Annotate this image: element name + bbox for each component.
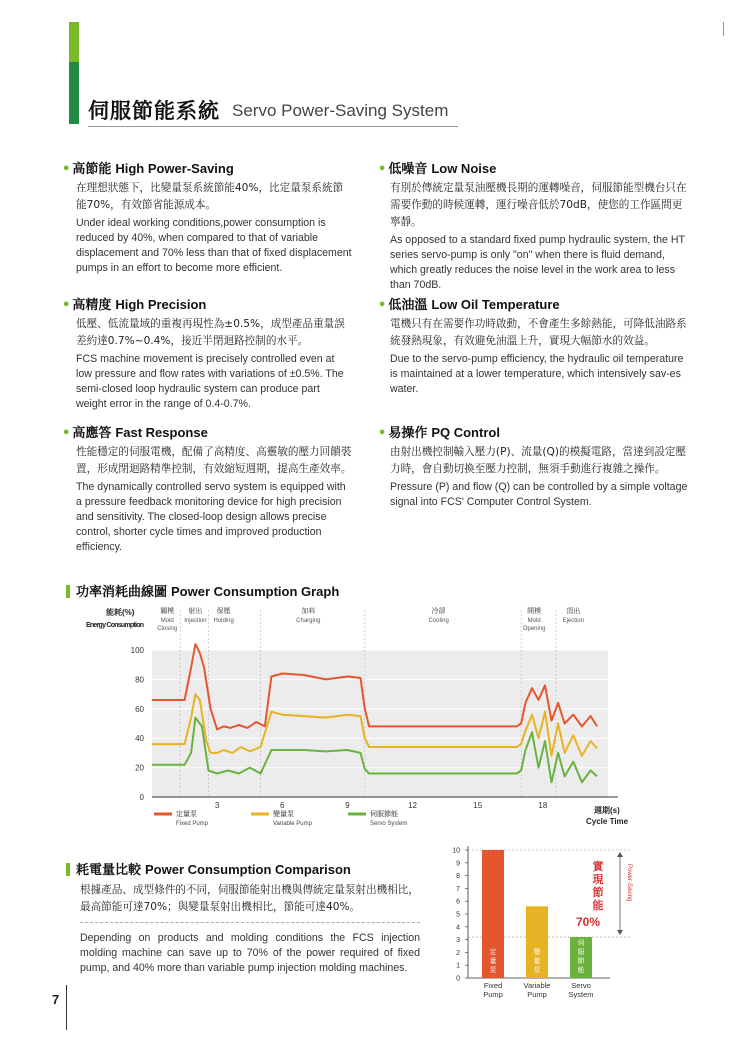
heading-en: Low Noise <box>431 161 497 176</box>
y-tick-label: 7 <box>456 885 460 893</box>
heading-bar <box>66 585 70 598</box>
bar-inner-label: 節 <box>577 958 585 965</box>
phase-label-en: Ejection <box>562 618 584 624</box>
x-tick-label: 18 <box>538 801 548 810</box>
section-heading <box>62 296 352 315</box>
section-low-noise <box>378 160 688 293</box>
y-tick-label: 1 <box>456 962 460 970</box>
body-zh: 在理想狀態下，比變量泵系統節能40%，比定量泵系統節能70%，有效節省能源成本。 <box>76 182 344 211</box>
legend-label-en: Fixed Pump <box>176 821 209 827</box>
y-tick-label: 8 <box>456 873 460 881</box>
heading-en: PQ Control <box>431 425 500 440</box>
bar-inner-label: 變 <box>533 949 541 956</box>
heading-bar <box>66 863 70 876</box>
page-subtitle: Servo Power-Saving System <box>232 101 449 120</box>
category-label: Servo <box>571 981 591 990</box>
phase-label-en: Charging <box>296 618 321 624</box>
comparison-heading <box>66 859 351 878</box>
phase-label-zh: 開模 <box>527 608 542 615</box>
body-en: Under ideal working conditions,power consumption is reduced by 40%, when compared to that of variable displacement and 70% less than that of fixed displacement pumps in an effort to become more efficient. <box>76 217 352 274</box>
power-consumption-chart <box>76 600 636 840</box>
phase-label-zh: 關模 <box>160 608 175 615</box>
line-chart-svg <box>76 600 636 840</box>
comparison-heading-zh: 耗電量比較 <box>76 863 142 878</box>
phase-label-zh: 加料 <box>301 608 316 615</box>
bar-chart-bars <box>482 850 592 978</box>
y-tick-label: 3 <box>456 937 460 945</box>
page-number: 7 <box>52 992 60 1007</box>
bar-chart-annotation <box>576 852 632 935</box>
bullet-icon: • <box>62 426 71 441</box>
heading-zh: 高應答 <box>72 426 112 441</box>
bar-inner-label: 能 <box>577 967 585 974</box>
phase-label-zh: 冷卻 <box>431 608 446 615</box>
x-tick-label: 3 <box>214 801 220 810</box>
section-high-precision <box>62 296 352 412</box>
section-heading <box>378 160 688 179</box>
bar-inner-label: 泵 <box>489 967 497 974</box>
section-heading <box>62 424 352 443</box>
y-tick-label: 60 <box>135 704 144 714</box>
page-title: 伺服節能系統 <box>88 99 220 123</box>
bar-inner-label: 量 <box>533 958 541 965</box>
heading-en: High Precision <box>115 297 207 312</box>
phase-label-en: Holding <box>213 618 234 624</box>
x-tick-label: 12 <box>408 801 418 810</box>
y-tick-label: 80 <box>135 675 144 685</box>
legend-label-zh: 伺服節能 <box>370 811 398 818</box>
phase-label-zh: 射出 <box>188 608 203 615</box>
heading-zh: 高節能 <box>72 162 112 177</box>
bullet-icon: • <box>378 426 387 441</box>
heading-zh: 高精度 <box>72 298 112 313</box>
arrow-down-icon <box>617 930 623 935</box>
body-en: As opposed to a standard fixed pump hydraulic system, the HT series servo-pump is only "on" when there is fluid demand, which greatly reduces the noise level in the work area to less than 70dB. <box>390 234 685 291</box>
y-tick-label: 6 <box>456 898 460 906</box>
dashed-divider <box>80 922 420 923</box>
bullet-icon: • <box>62 298 71 313</box>
body-en: Pressure (P) and flow (Q) can be controlled by a simple voltage signal into FCS' Computer Control System. <box>390 481 688 508</box>
bar-chart-categories <box>483 981 593 999</box>
title-rule <box>88 126 458 127</box>
annotation-zh-char: 實 <box>592 861 604 873</box>
heading-en: Fast Response <box>115 425 208 440</box>
section-fast-response <box>62 424 352 555</box>
heading-zh: 易操作 <box>388 426 428 441</box>
accent-bar-light <box>69 22 79 62</box>
phase-label-en: Cooling <box>428 618 449 624</box>
bar-inner-label: 量 <box>489 958 497 965</box>
body-zh: 低壓、低流量域的重複再現性為±0.5%，成型產品重量誤差約達0.7%~0.4%，接近半閉迴路控制的水平。 <box>76 318 345 347</box>
phase-label-en: Closing <box>157 626 178 632</box>
y-tick-label: 2 <box>456 949 460 957</box>
legend-label-zh: 定量泵 <box>176 811 197 818</box>
body-zh: 性能穩定的伺服電機，配備了高精度、高靈敏的壓力回饋裝置，形成閉迴路精準控制，有效縮短週期，提高生產效率。 <box>76 446 352 475</box>
body-zh: 有別於傳統定量泵油壓機長期的運轉噪音，伺服節能型機台只在需要作動的時候運轉，運行噪音低於70dB，使您的工作區間更寧靜。 <box>390 182 687 228</box>
annotation-zh-char: 能 <box>592 900 604 912</box>
x-axis-label-en: Cycle Time <box>586 817 629 826</box>
annotation-en: Power-Saving <box>626 864 632 902</box>
legend-label-en: Servo System <box>370 821 408 827</box>
comparison-body-en: Depending on products and molding conditions the FCS injection molding machine can save up to 70% of the power required of fixed pump, and 40% more than variable pump injection molding machines. <box>80 932 420 974</box>
section-high-power <box>62 160 352 276</box>
x-axis-label-zh: 週期(s) <box>594 806 620 815</box>
accent-bar-dark <box>69 62 79 124</box>
graph-heading-zh: 功率消耗曲線圖 <box>76 585 168 600</box>
heading-en: Low Oil Temperature <box>431 297 560 312</box>
corner-mark <box>723 22 724 36</box>
x-tick-label: 9 <box>345 801 350 810</box>
x-tick-label: 15 <box>473 801 483 810</box>
bar-chart-svg <box>440 840 640 1005</box>
y-tick-label: 9 <box>456 860 460 868</box>
section-heading <box>378 296 688 315</box>
y-tick-label: 0 <box>139 793 144 802</box>
phase-label-en: Mold <box>527 618 541 624</box>
bullet-icon: • <box>378 162 387 177</box>
body-zh: 電機只有在需要作功時啟動，不會產生多餘熱能，可降低油路系統發熱現象，有效避免油溫上升，實現大幅節水的效益。 <box>390 318 687 347</box>
y-tick-label: 0 <box>456 975 460 983</box>
category-label: Pump <box>483 990 503 999</box>
y-tick-label: 40 <box>135 734 144 744</box>
bullet-icon: • <box>62 162 71 177</box>
comparison-bar-chart <box>440 840 640 1005</box>
section-low-oil <box>378 296 688 397</box>
chart-grid <box>152 650 608 797</box>
category-label: Pump <box>527 990 547 999</box>
phase-label-en: Opening <box>522 626 546 632</box>
bar-inner-label: 定 <box>489 949 497 956</box>
annotation-value: 70% <box>575 915 601 929</box>
graph-heading-en: Power Consumption Graph <box>171 584 340 599</box>
bar-inner-label: 伺 <box>577 940 585 947</box>
y-tick-label: 10 <box>452 847 460 855</box>
phase-label-en: Mold <box>160 618 174 624</box>
bullet-icon: • <box>378 298 387 313</box>
section-pq-control <box>378 424 688 510</box>
chart-legend <box>154 809 407 827</box>
page-rule <box>66 985 67 1030</box>
comparison-body-zh: 根據產品、成型條件的不同，伺服節能射出機與傳統定量泵射出機相比，最高節能可達70%；與變量泵射出機相比，節能可達40%。 <box>80 884 419 913</box>
phase-label-zh: 保壓 <box>216 608 231 615</box>
legend-label-en: Variable Pump <box>273 821 312 827</box>
heading-en: High Power-Saving <box>115 161 234 176</box>
y-axis-label-en: Energy Consumption <box>86 622 144 629</box>
legend-label-zh: 變量泵 <box>273 811 294 818</box>
phase-label-en: Injection <box>184 618 207 624</box>
body-zh: 由射出機控制輸入壓力(P)、流量(Q)的模擬電路，當達到設定壓力時，會自動切換至壓力控制，無須手動進行複雜之操作。 <box>390 446 687 475</box>
comparison-text <box>80 882 420 976</box>
category-label: System <box>568 990 594 999</box>
body-en: FCS machine movement is precisely controlled even at low pressure and flow rates with variations of ±0.5%. The semi-closed loop hydraulic system can produce part weight error in the range of 0.4-0.7%. <box>76 353 344 410</box>
heading-zh: 低噪音 <box>388 162 428 177</box>
x-tick-label: 6 <box>280 801 285 810</box>
section-heading <box>62 160 352 179</box>
bar-inner-label: 服 <box>577 949 585 956</box>
phase-label-zh: 頂出 <box>566 608 581 615</box>
category-label: Variable <box>523 981 551 990</box>
y-tick-label: 20 <box>135 763 144 773</box>
annotation-zh-char: 節 <box>592 887 604 899</box>
bar-inner-label: 泵 <box>533 967 541 974</box>
graph-heading <box>66 581 339 600</box>
arrow-up-icon <box>617 852 623 857</box>
section-heading <box>378 424 688 443</box>
body-en: Due to the servo-pump efficiency, the hydraulic oil temperature is maintained at a lower temperature, which intensively sav-es water. <box>390 353 684 395</box>
heading-zh: 低油溫 <box>388 298 428 313</box>
category-label: Fixed <box>483 981 503 990</box>
plot-background <box>152 650 608 797</box>
annotation-zh-char: 現 <box>592 874 604 886</box>
y-tick-label: 4 <box>456 924 460 932</box>
comparison-heading-en: Power Consumption Comparison <box>145 862 351 877</box>
y-tick-label: 100 <box>130 646 144 655</box>
y-axis-label-zh: 能耗(%) <box>106 608 135 617</box>
body-en: The dynamically controlled servo system is equipped with a pressure feedback monitoring device for high precision and sensitivity. The closed-loop design allows precise control, shorter cycle times and improved production efficiency. <box>76 481 346 553</box>
y-tick-label: 5 <box>456 911 460 919</box>
